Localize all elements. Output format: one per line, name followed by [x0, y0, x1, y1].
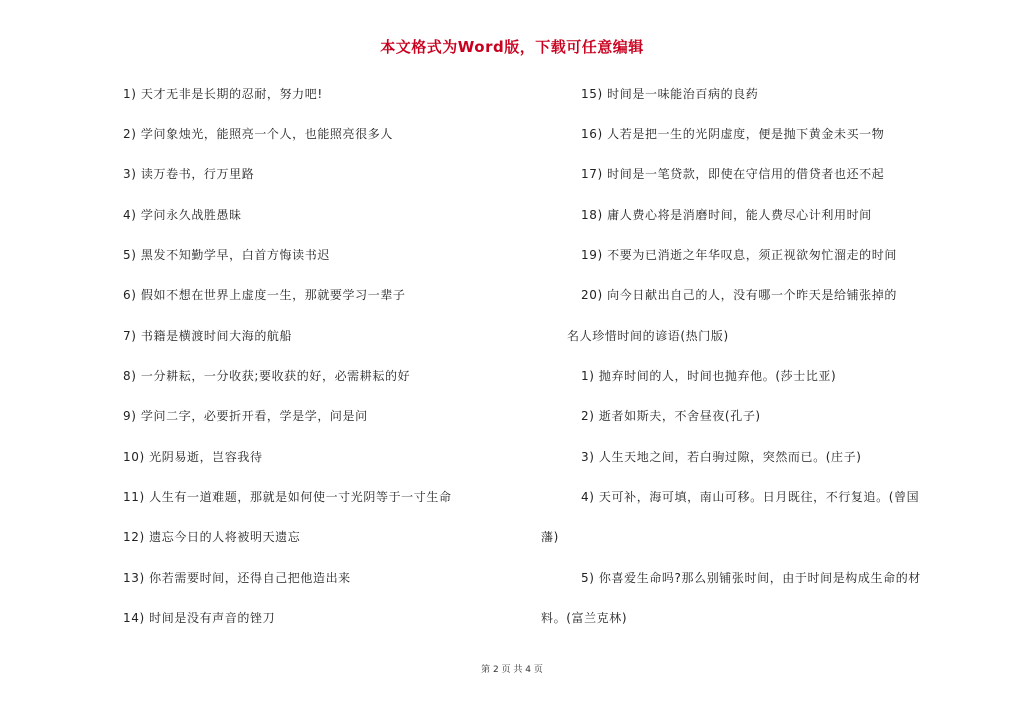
document-header-title: 本文格式为Word版，下载可任意编辑: [380, 38, 644, 56]
left-quote-line: 1) 天才无非是长期的忍耐，努力吧!: [123, 87, 323, 101]
left-quote-line: 12) 遗忘今日的人将被明天遗忘: [123, 530, 301, 544]
famous-quote-line: 2) 逝者如斯夫，不舍昼夜(孔子): [581, 409, 761, 423]
page-number: 第 2 页 共 4 页: [481, 665, 543, 675]
famous-quote-line: 1) 抛弃时间的人，时间也抛弃他。(莎士比亚): [581, 369, 837, 383]
famous-quote-line: 3) 人生天地之间，若白驹过隙，突然而已。(庄子): [581, 450, 862, 464]
left-quote-line: 11) 人生有一道难题，那就是如何使一寸光阴等于一寸生命: [123, 490, 452, 504]
section-title: 名人珍惜时间的谚语(热门版): [567, 329, 729, 343]
left-quote-line: 7) 书籍是横渡时间大海的航船: [123, 329, 293, 343]
left-quote-line: 13) 你若需要时间，还得自己把他造出来: [123, 571, 351, 585]
left-quote-line: 6) 假如不想在世界上虚度一生，那就要学习一辈子: [123, 288, 406, 302]
right-quote-line: 18) 庸人费心将是消磨时间，能人费尽心计利用时间: [581, 208, 872, 222]
left-quote-line: 4) 学问永久战胜愚昧: [123, 208, 242, 222]
left-quote-line: 2) 学问象烛光，能照亮一个人，也能照亮很多人: [123, 127, 393, 141]
famous-quote-line-continuation: 藩): [541, 530, 559, 544]
left-quote-line: 8) 一分耕耘，一分收获;要收获的好，必需耕耘的好: [123, 369, 411, 383]
left-quote-line: 5) 黑发不知勤学早，白首方悔读书迟: [123, 248, 330, 262]
right-quote-line: 17) 时间是一笔贷款，即使在守信用的借贷者也还不起: [581, 167, 885, 181]
right-quote-line: 16) 人若是把一生的光阴虚度，便是抛下黄金未买一物: [581, 127, 885, 141]
left-quote-line: 3) 读万卷书，行万里路: [123, 167, 255, 181]
right-quote-line: 20) 向今日献出自己的人，没有哪一个昨天是给铺张掉的: [581, 288, 897, 302]
right-quote-line: 19) 不要为已消逝之年华叹息，须正视欲匆忙溜走的时间: [581, 248, 897, 262]
famous-quote-line: 4) 天可补，海可填，南山可移。日月既往，不行复追。(曾国: [581, 490, 920, 504]
left-quote-line: 10) 光阴易逝，岂容我待: [123, 450, 263, 464]
right-quote-line: 15) 时间是一味能治百病的良药: [581, 87, 759, 101]
famous-quote-line-continuation: 料。(富兰克林): [541, 611, 628, 625]
left-quote-line: 14) 时间是没有声音的锉刀: [123, 611, 276, 625]
left-quote-line: 9) 学问二字，必要折开看，学是学，问是问: [123, 409, 368, 423]
famous-quote-line: 5) 你喜爱生命吗?那么别铺张时间，由于时间是构成生命的材: [581, 571, 921, 585]
